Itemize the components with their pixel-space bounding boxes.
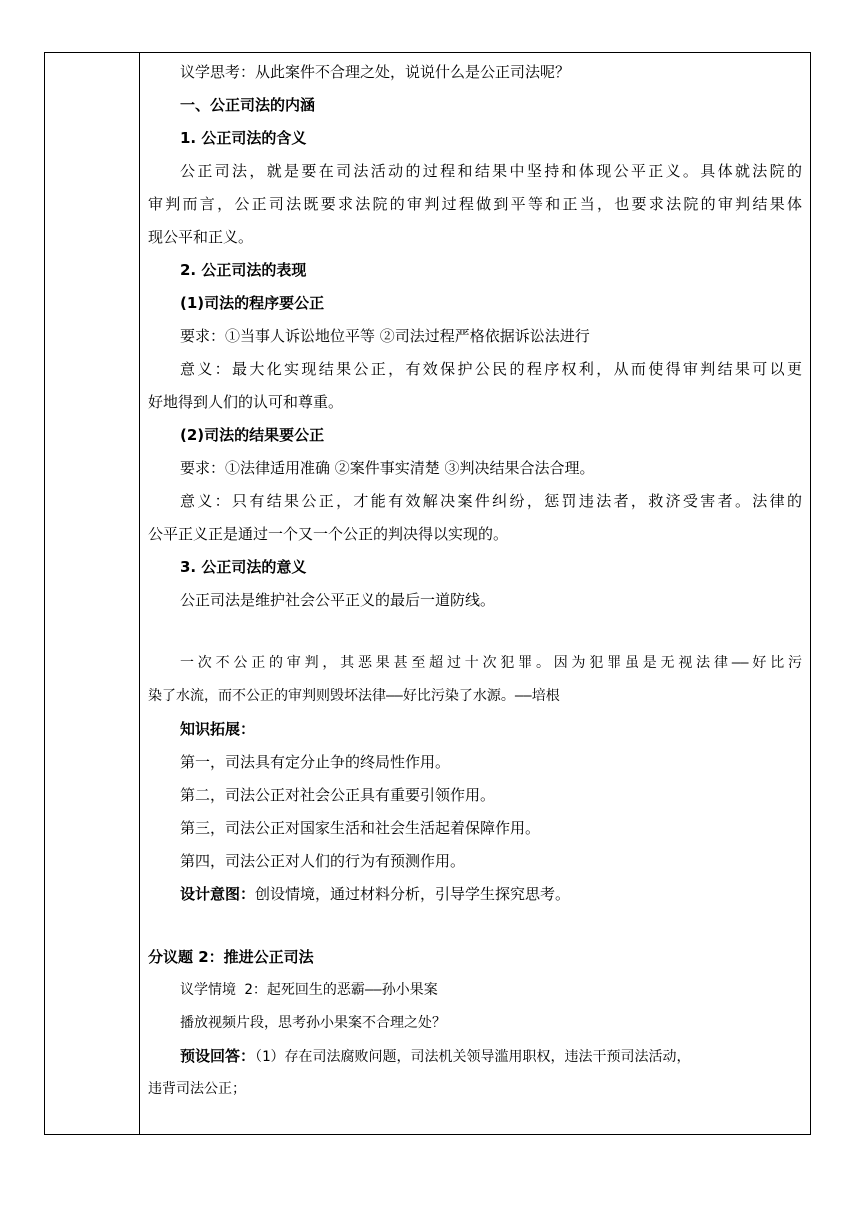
paragraph-line: 公正司法，就是要在司法活动的过程和结果中坚持和体现公平正义。具体就法院的 bbox=[180, 162, 802, 180]
requirement-line: 要求：①当事人诉讼地位平等 ②司法过程严格依据诉讼法进行 bbox=[180, 327, 590, 345]
lesson-plan-table bbox=[44, 52, 811, 1135]
significance-line: 公平正义正是通过一个又一个公正的判决得以实现的。 bbox=[148, 525, 509, 543]
heading-meaning: 1. 公正司法的含义 bbox=[180, 129, 307, 147]
scenario-line: 议学情境 2：起死回生的恶霸——孙小果案 bbox=[180, 982, 438, 998]
significance-line: 好地得到人们的认可和尊重。 bbox=[148, 393, 344, 411]
significance-line: 意义：只有结果公正，才能有效解决案件纠纷，惩罚违法者，救济受害者。法律的 bbox=[180, 492, 802, 510]
discussion-question: 议学思考：从此案件不合理之处，说说什么是公正司法呢？ bbox=[180, 63, 571, 81]
quote-line: 一次不公正的审判，其恶果甚至超过十次犯罪。因为犯罪虽是无视法律——好比污 bbox=[180, 655, 802, 671]
subheading-result: (2)司法的结果要公正 bbox=[180, 426, 325, 444]
scenario-line: 播放视频片段，思考孙小果案不合理之处？ bbox=[180, 1015, 446, 1031]
column-divider bbox=[139, 53, 140, 1134]
preset-answer bbox=[148, 1040, 802, 1073]
heading-connotation: 一、公正司法的内涵 bbox=[180, 96, 316, 114]
preset-answer-cont: 违背司法公正； bbox=[148, 1081, 246, 1097]
design-intent bbox=[148, 878, 802, 911]
paragraph-line: 公正司法是维护社会公平正义的最后一道防线。 bbox=[180, 591, 496, 609]
paragraph-line: 审判而言，公正司法既要求法院的审判过程做到平等和正当，也要求法院的审判结果体 bbox=[148, 195, 802, 213]
extension-item: 第四，司法公正对人们的行为有预测作用。 bbox=[180, 852, 466, 870]
design-intent-label: 设计意图： bbox=[180, 885, 256, 903]
significance-line: 意义：最大化实现结果公正，有效保护公民的程序权利，从而使得审判结果可以更 bbox=[180, 360, 802, 378]
quote-line: 染了水流，而不公正的审判则毁坏法律——好比污染了水源。——培根 bbox=[148, 688, 560, 704]
knowledge-extension-label: 知识拓展： bbox=[180, 720, 256, 738]
extension-item: 第三，司法公正对国家生活和社会生活起着保障作用。 bbox=[180, 819, 541, 837]
subheading-procedure: (1)司法的程序要公正 bbox=[180, 294, 325, 312]
preset-answer-label: 预设回答： bbox=[180, 1047, 256, 1065]
paragraph-line: 现公平和正义。 bbox=[148, 228, 254, 246]
design-intent-text: 创设情境，通过材料分析，引导学生探究思考。 bbox=[255, 885, 571, 903]
extension-item: 第一，司法具有定分止争的终局性作用。 bbox=[180, 753, 451, 771]
heading-manifestation: 2. 公正司法的表现 bbox=[180, 261, 307, 279]
extension-item: 第二，司法公正对社会公正具有重要引领作用。 bbox=[180, 786, 496, 804]
heading-significance: 3. 公正司法的意义 bbox=[180, 558, 307, 576]
requirement-line: 要求：①法律适用准确 ②案件事实清楚 ③判决结果合法合理。 bbox=[180, 459, 595, 477]
preset-answer-text: （1）存在司法腐败问题，司法机关领导滥用职权，违法干预司法活动， bbox=[255, 1049, 691, 1065]
sub-topic-heading: 分议题 2：推进公正司法 bbox=[148, 948, 314, 966]
content-cell bbox=[141, 53, 810, 1106]
